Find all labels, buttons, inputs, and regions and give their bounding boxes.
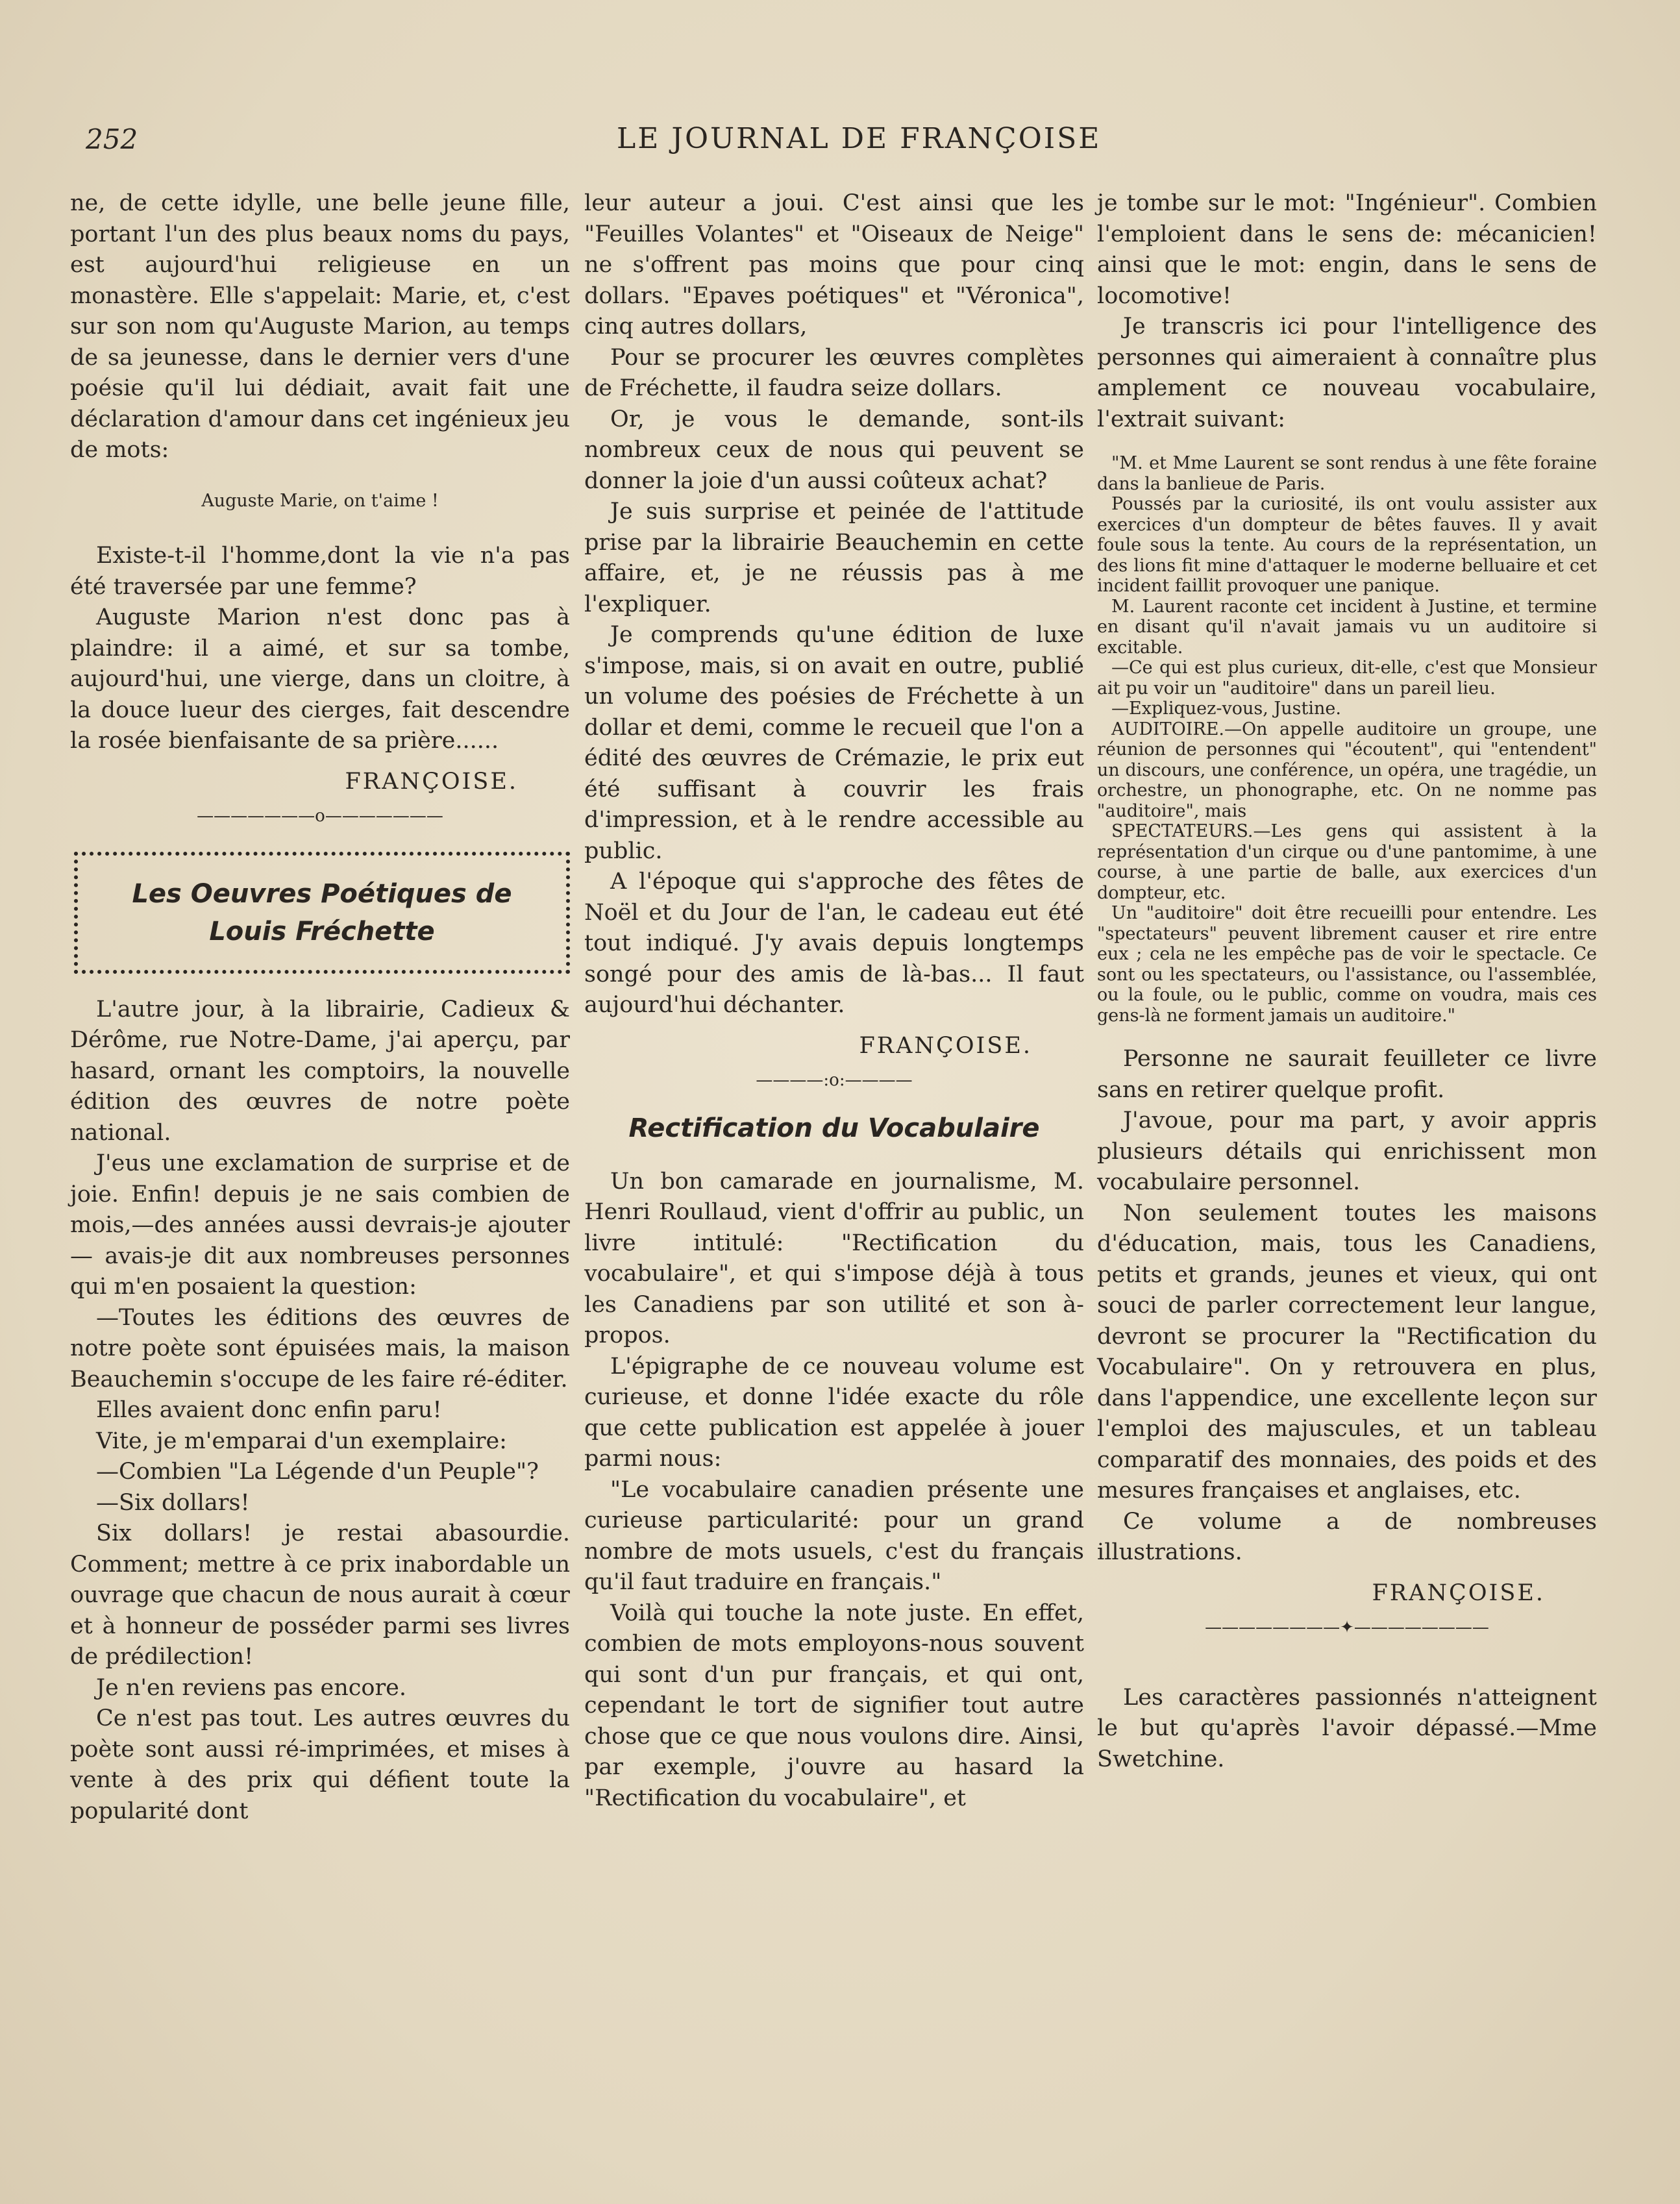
paragraph: Voilà qui touche la note juste. En effet, combien de mots employons-nous souvent qui sont d'un pur français, et qui ont, cependant le tort de signifier tout autre chose que ce que nous voulons dire. Ainsi, par exemple, j'ouvre au hasard la "Rectification du vocabulaire", et	[584, 1600, 1084, 1811]
quote-line: Auguste Marie, on t'aime !	[201, 490, 439, 511]
paragraph: Je transcris ici pour l'intelligence des personnes qui aimeraient à connaître plus amplement ce nouveau vocabulaire, l'extrait suivant:	[1097, 314, 1597, 432]
paragraph: Elles avaient donc enfin paru!	[96, 1397, 442, 1423]
section-divider: ———————o———————	[197, 806, 443, 826]
paragraph: Je n'en reviens pas encore.	[96, 1674, 407, 1701]
article-title-line: Les Oeuvres Poétiques de	[132, 878, 512, 909]
excerpt-paragraph: —Expliquez-vous, Justine.	[1111, 699, 1341, 719]
excerpt-paragraph: M. Laurent raconte cet incident à Justine, et termine en disant qu'il n'avait jamais vu un auditoire si excitable.	[1097, 596, 1597, 658]
maxim-paragraph: Les caractères passionnés n'atteignent le but qu'après l'avoir dépassé.—Mme Swetchine.	[1097, 1684, 1597, 1772]
paragraph: Auguste Marion n'est donc pas à plaindre: il a aimé, et sur sa tombe, aujourd'hui, une vierge, dans un cloitre, à la douce lueur des cierges, fait descendre la rosée bienfaisante de sa prière......	[70, 604, 570, 754]
column-3	[1097, 188, 1597, 1775]
signature: FRANÇOISE.	[1372, 1579, 1545, 1606]
paragraph: Existe-t-il l'homme,dont la vie n'a pas été traversée par une femme?	[70, 543, 570, 600]
paragraph: Or, je vous le demande, sont-ils nombreux ceux de nous qui peuvent se donner la joie d'un aussi coûteux achat?	[584, 406, 1084, 494]
paragraph: A l'époque qui s'approche des fêtes de Noël et du Jour de l'an, le cadeau eut été tout indiqué. J'y avais depuis longtemps songé pour des amis de là-bas... Il faut aujourd'hui déchanter.	[584, 869, 1084, 1018]
section-divider: ————————✦————————	[1205, 1617, 1489, 1637]
paragraph: Ce volume a de nombreuses illustrations.	[1097, 1508, 1597, 1565]
paragraph: —Six dollars!	[96, 1489, 250, 1516]
section-divider: ————:o:————	[756, 1070, 913, 1090]
paragraph: Je suis surprise et peinée de l'attitude prise par la librairie Beauchemin en cette affaire, et, je ne réussis pas à me l'expliquer.	[584, 499, 1084, 617]
paragraph: "Le vocabulaire canadien présente une curieuse particularité: pour un grand nombre de mots usuels, c'est du français qu'il faut traduire en français."	[584, 1476, 1084, 1595]
paragraph: —Combien "La Légende d'un Peuple"?	[96, 1459, 539, 1485]
paragraph: Non seulement toutes les maisons d'éducation, mais, tous les Canadiens, petits et grands, jeunes et vieux, qui ont souci de parler correctement leur langue, devront se procurer la "Rectification du Vocabulaire". On y retrouvera en plus, dans l'appendice, une excellente leçon sur l'emploi des majuscules, et un tableau comparatif des monnaies, des poids et des mesures françaises et anglaises, etc.	[1097, 1200, 1597, 1504]
excerpt-paragraph: Poussés par la curiosité, ils ont voulu assister aux exercices d'un dompteur de bêtes fauves. Il y avait foule sous la tente. Au cours de la représentation, un des lions fit mine d'attaquer le moderne belluaire et cet incident faillit provoquer une panique.	[1097, 494, 1597, 596]
column-2	[584, 188, 1084, 1814]
paragraph: Pour se procurer les œuvres complètes de Fréchette, il faudra seize dollars.	[584, 344, 1084, 401]
paragraph: Ce n'est pas tout. Les autres œuvres du poète sont aussi ré-imprimées, et mises à vente à des prix qui défient toute la popularité dont	[70, 1705, 570, 1824]
paragraph: je tombe sur le mot: "Ingénieur". Combien l'emploient dans le sens de: mécanicien! ainsi que le mot: engin, dans le sens de locomotive!	[1097, 190, 1597, 309]
excerpt-paragraph: AUDITOIRE.—On appelle auditoire un groupe, une réunion de personnes qui "écoutent", qui "entendent" un discours, une conférence, un opéra, une tragédie, un orchestre, un phonographe, etc. On ne nomme pas "auditoire", mais	[1097, 719, 1597, 821]
signature: FRANÇOISE.	[345, 768, 518, 795]
journal-title: LE JOURNAL DE FRANÇOISE	[617, 122, 1102, 155]
signature: FRANÇOISE.	[859, 1032, 1032, 1059]
paragraph: Je comprends qu'une édition de luxe s'impose, mais, si on avait en outre, publié un volume des poésies de Fréchette à un dollar et demi, comme le recueil que l'on a édité des œuvres de Crémazie, le prix eut été suffisant à couvrir les frais d'impression, et à le rendre accessible au public.	[584, 622, 1084, 864]
paragraph: Un bon camarade en journalisme, M. Henri Roullaud, vient d'offrir au public, un livre intitulé: "Rectification du vocabulaire", et qui s'impose déjà à tous les Canadiens par son utilité et son à-propos.	[584, 1168, 1084, 1348]
excerpt-paragraph: "M. et Mme Laurent se sont rendus à une fête foraine dans la banlieue de Paris.	[1097, 453, 1597, 494]
article-title-box	[74, 852, 570, 974]
paragraph: Vite, je m'emparai d'un exemplaire:	[96, 1428, 507, 1454]
paragraph: Personne ne saurait feuilleter ce livre sans en retirer quelque profit.	[1097, 1046, 1597, 1103]
paragraph: ne, de cette idylle, une belle jeune fille, portant l'un des plus beaux noms du pays, est aujourd'hui religieuse en un monastère. Elle s'appelait: Marie, et, c'est sur son nom qu'Auguste Marion, au temps de sa jeunesse, dans le dernier vers d'une poésie qu'il lui dédiait, avait fait une déclaration d'amour dans cet ingénieux jeu de mots:	[70, 190, 570, 463]
paragraph: Six dollars! je restai abasourdie. Comment; mettre à ce prix inabordable un ouvrage que chacun de nous aurait à cœur et à honneur de posséder parmi ses livres de prédilection!	[70, 1520, 570, 1670]
excerpt-paragraph: Un "auditoire" doit être recueilli pour entendre. Les "spectateurs" peuvent librement causer et rire entre eux ; cela ne les empêche pas de voir le spectacle. Ce sont ou les spectateurs, ou l'assistance, ou l'assemblée, ou la foule, ou le public, comme on voudra, mais ces gens-là ne forment jamais un auditoire."	[1097, 903, 1597, 1026]
paragraph: leur auteur a joui. C'est ainsi que les "Feuilles Volantes" et "Oiseaux de Neige" ne s'offrent pas moins que pour cinq dollars. "Epaves poétiques" et "Véronica", cinq autres dollars,	[584, 190, 1084, 340]
paragraph: J'avoue, pour ma part, y avoir appris plusieurs détails qui enrichissent mon vocabulaire personnel.	[1097, 1108, 1597, 1195]
article-title: Rectification du Vocabulaire	[628, 1113, 1040, 1143]
excerpt-paragraph: SPECTATEURS.—Les gens qui assistent à la représentation d'un cirque ou d'une pantomime, à une course, à une partie de balle, aux exercices d'un dompteur, etc.	[1097, 821, 1597, 903]
paragraph: —Toutes les éditions des œuvres de notre poète sont épuisées mais, la maison Beauchemin s'occupe de les faire ré-éditer.	[70, 1304, 570, 1393]
paragraph: L'autre jour, à la librairie, Cadieux & Dérôme, rue Notre-Dame, j'ai aperçu, par hasard, ornant les comptoirs, la nouvelle édition des œuvres de notre poète national.	[70, 996, 570, 1146]
page-number: 252	[86, 123, 138, 155]
excerpt-paragraph: —Ce qui est plus curieux, dit-elle, c'est que Monsieur ait pu voir un "auditoire" dans un pareil lieu.	[1097, 658, 1597, 699]
column-1	[70, 188, 570, 1827]
article-title-line: Louis Fréchette	[209, 916, 435, 947]
paragraph: L'épigraphe de ce nouveau volume est curieuse, et donne l'idée exacte du rôle que cette publication est appelée à jouer parmi nous:	[584, 1353, 1084, 1472]
paragraph: J'eus une exclamation de surprise et de joie. Enfin! depuis je ne sais combien de mois,—des années aussi devrais-je ajouter— avais-je dit aux nombreuses personnes qui m'en posaient la question:	[70, 1150, 570, 1300]
